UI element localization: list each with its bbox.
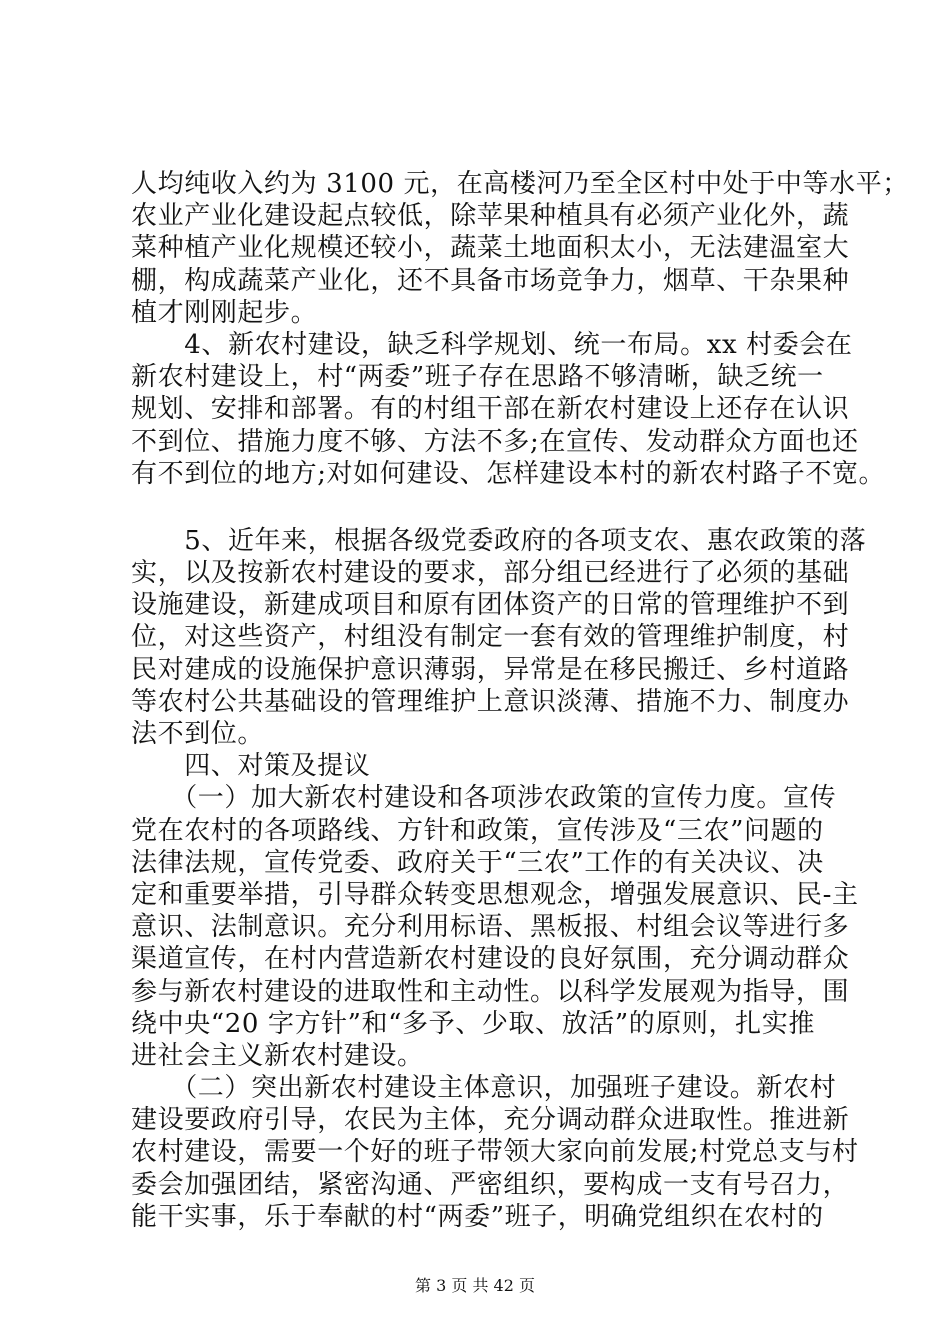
page-footer: 第 3 页 共 42 页 [415, 1276, 535, 1295]
text-line: 进社会主义新农村建设。 [131, 1040, 424, 1071]
paragraph-spacer [131, 490, 831, 525]
text-line: 植才刚刚起步。 [131, 297, 318, 328]
text-line: 实，以及按新农村建设的要求，部分组已经进行了必须的基础 [131, 558, 850, 589]
text-line: 民对建成的设施保护意识薄弱，异常是在移民搬迁、乡村道路 [131, 654, 850, 685]
text-line: 农业产业化建设起点较低，除苹果种植具有必须产业化外，蔬 [131, 201, 850, 232]
text-line: （二）突出新农村建设主体意识，加强班子建设。新农村 [131, 1073, 837, 1104]
text-line: 委会加强团结，紧密沟通、严密组织，要构成一支有号召力， [131, 1169, 850, 1200]
text-line: 规划、安排和部署。有的村组干部在新农村建设上还存在认识 [131, 394, 850, 425]
text-line: 法不到位。 [131, 719, 265, 749]
text-line: 渠道宣传，在村内营造新农村建设的良好氛围，充分调动群众 [131, 944, 850, 975]
text-line: 参与新农村建设的进取性和主动性。以科学发展观为指导，围 [131, 976, 850, 1007]
text-line: 定和重要举措，引导群众转变思想观念，增强发展意识、民-主 [131, 879, 859, 910]
text-line: 人均纯收入约为 3100 元，在高楼河乃至全区村中处于中等水平； [131, 169, 909, 199]
text-line: 绕中央“20 字方针”和“多予、少取、放活”的原则，扎实推 [131, 1008, 815, 1039]
text-line: 菜种植产业化规模还较小，蔬菜土地面积太小，无法建温室大 [131, 233, 850, 264]
text-line: 新农村建设上，村“两委”班子存在思路不够清晰，缺乏统一 [131, 362, 824, 393]
text-line: 有不到位的地方;对如何建设、怎样建设本村的新农村路子不宽。 [131, 458, 886, 489]
text-line: 党在农村的各项路线、方针和政策，宣传涉及“三农”问题的 [131, 815, 824, 846]
document-body [131, 168, 909, 1233]
text-line: 意识、法制意识。充分利用标语、黑板报、村组会议等进行多 [131, 912, 850, 943]
text-line: 设施建设，新建成项目和原有团体资产的日常的管理维护不到 [131, 590, 850, 621]
text-line: 四、对策及提议 [131, 751, 371, 782]
text-line: 法律法规，宣传党委、政府关于“三农”工作的有关决议、决 [131, 847, 824, 878]
text-line: 建设要政府引导，农民为主体，充分调动群众进取性。推进新 [131, 1105, 850, 1136]
text-line: 能干实事，乐于奉献的村“两委”班子，明确党组织在农村的 [131, 1201, 824, 1232]
text-line: 等农村公共基础设的管理维护上意识淡薄、措施不力、制度办 [131, 686, 850, 717]
text-line: 位，对这些资产，村组没有制定一套有效的管理维护制度，村 [131, 622, 850, 653]
text-line: 农村建设，需要一个好的班子带领大家向前发展;村党总支与村 [131, 1137, 859, 1168]
text-line: （一）加大新农村建设和各项涉农政策的宣传力度。宣传 [131, 783, 837, 814]
text-line: 4、新农村建设，缺乏科学规划、统一布局。xx 村委会在 [131, 329, 853, 360]
text-line: 5、近年来，根据各级党委政府的各项支农、惠农政策的落 [131, 525, 867, 556]
text-line: 不到位、措施力度不够、方法不多;在宣传、发动群众方面也还 [131, 426, 859, 457]
text-line: 棚，构成蔬菜产业化，还不具备市场竞争力，烟草、干杂果种 [131, 265, 850, 296]
